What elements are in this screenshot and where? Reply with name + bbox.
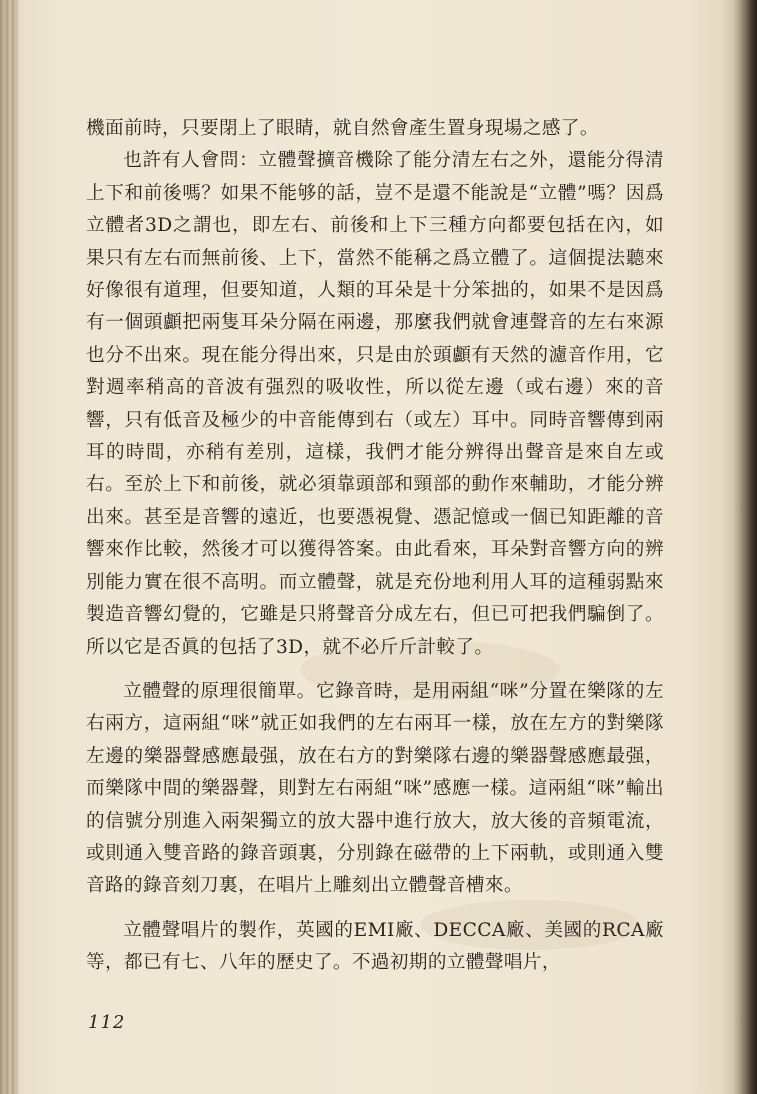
body-text (86, 113, 664, 980)
page-edge-shadow (733, 0, 757, 1094)
paragraph-continuation: 機面前時，只要閉上了眼睛，就自然會產生置身現場之感了。 (86, 118, 599, 139)
paragraph: 立體聲的原理很簡單。它錄音時，是用兩組“咪”分置在樂隊的左右兩方，這兩組“咪”就正如我們的左右兩耳一樣，放在左方的對樂隊左邊的樂器聲感應最强，放在右方的對樂隊右邊的樂器聲感應最强，而樂隊中間的樂器聲，則對左右兩組“咪”感應一樣。這兩組“咪”輸出的信號分別進入兩架獨立的放大器中進行放大，放大後的音頻電流，或則通入雙音路的錄音頭裏，分別錄在磁帶的上下兩軌，或則通入雙音路的錄音刻刀裏，在唱片上雕刻出立體聲音槽來。 (86, 680, 664, 897)
paragraph: 也許有人會問：立體聲擴音機除了能分清左右之外，還能分得清上下和前後嗎？如果不能够的話，豈不是還不能說是“立體”嗎？因爲立體者3D之謂也，即左右、前後和上下三種方向都要包括在內，如果只有左右而無前後、上下，當然不能稱之爲立體了。這個提法聽來好像很有道理，但要知道，人類的耳朵是十分笨拙的，如果不是因爲有一個頭顱把兩隻耳朵分隔在兩邊，那麼我們就會連聲音的左右來源也分不出來。現在能分得出來，只是由於頭顱有天然的濾音作用，它對週率稍高的音波有强烈的吸收性，所以從左邊（或右邊）來的音響，只有低音及極少的中音能傳到右（或左）耳中。同時音響傳到兩耳的時間，亦稍有差別，這樣，我們才能分辨得出聲音是來自左或右。至於上下和前後，就必須靠頭部和頸部的動作來輔助，才能分辨出來。甚至是音響的遠近，也要憑視覺、憑記憶或一個已知距離的音響來作比較，然後才可以獲得答案。由此看來，耳朵對音響方向的辨別能力實在很不高明。而立體聲，就是充份地利用人耳的這種弱點來製造音響幻覺的，它雖是只將聲音分成左右，但已可把我們騙倒了。所以它是否眞的包括了3D，就不必斤斤計較了。 (86, 150, 664, 658)
page-number: 112 (88, 1012, 126, 1033)
book-spine-shadow (0, 0, 18, 1094)
paragraph: 立體聲唱片的製作，英國的EMI廠、DECCA廠、美國的RCA廠等，都已有七、八年的歷史了。不過初期的立體聲唱片， (86, 919, 664, 974)
